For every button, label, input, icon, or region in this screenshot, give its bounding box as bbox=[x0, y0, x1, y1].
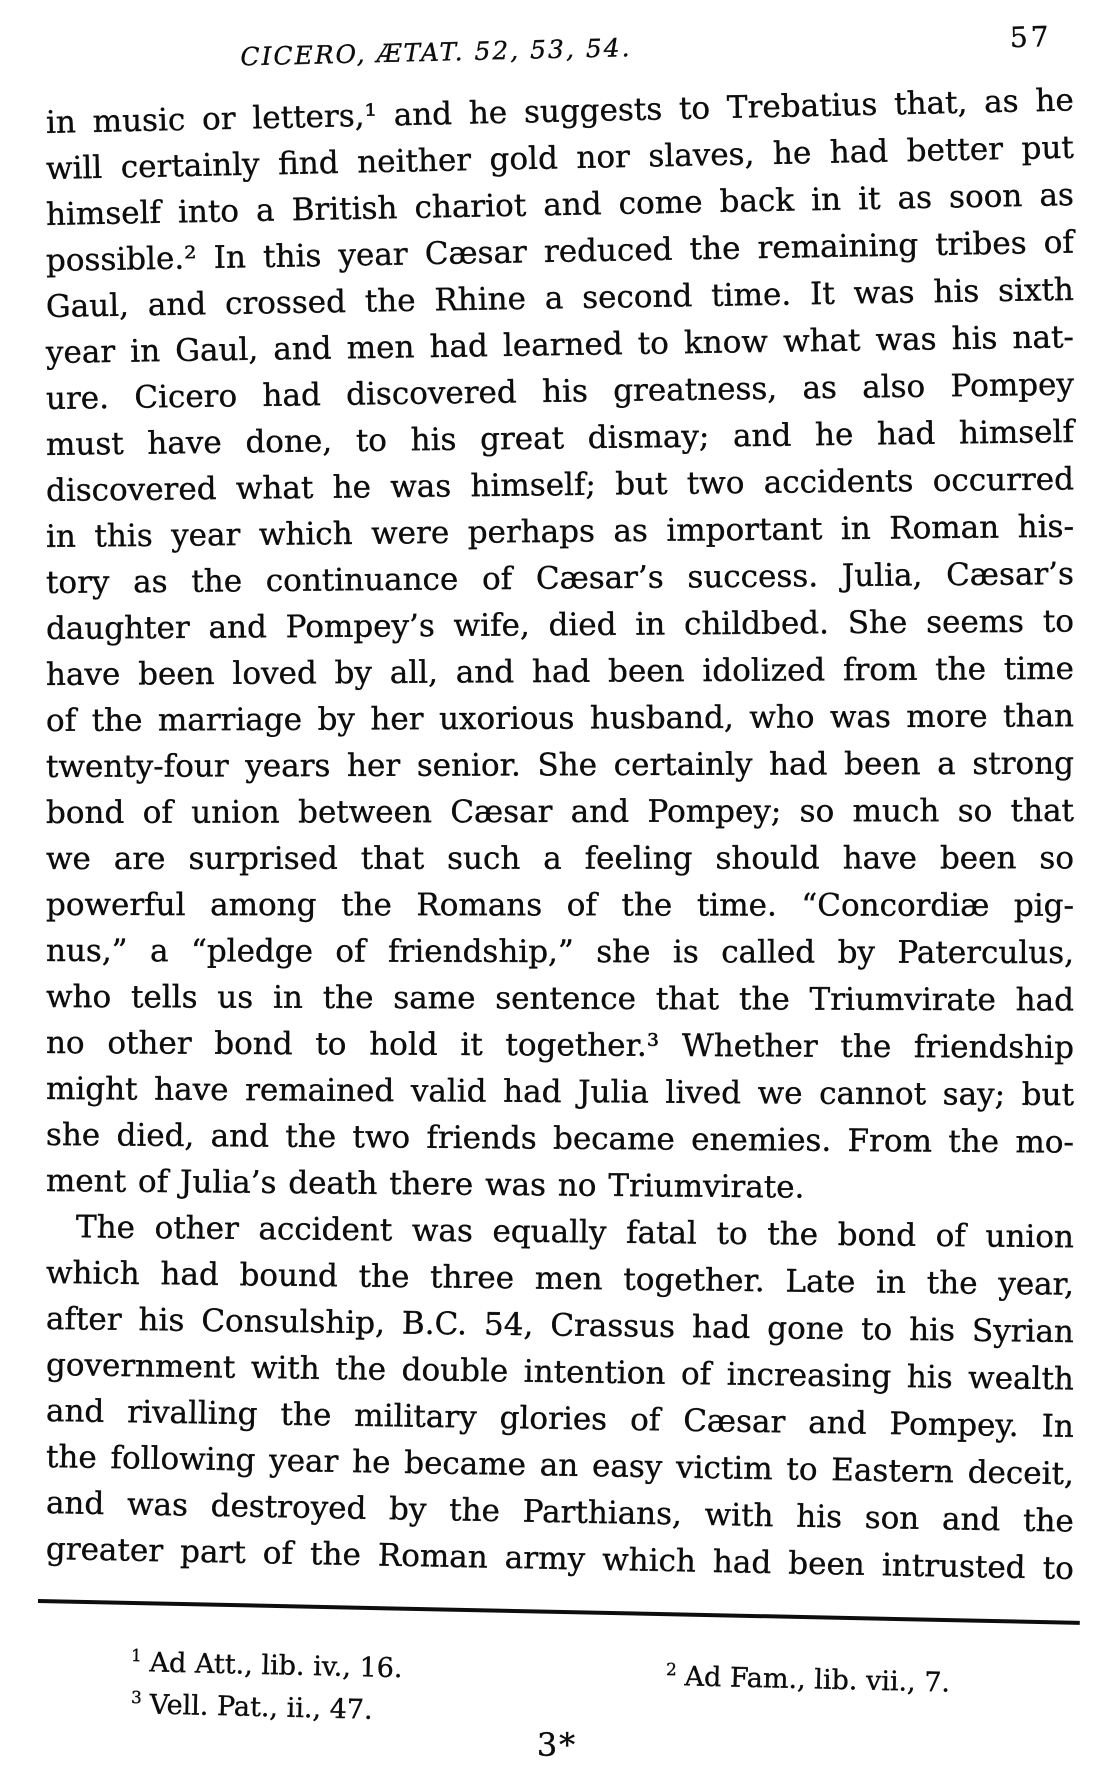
text-line: year in Gaul, and men had learned to know what was his nat- bbox=[45, 319, 1075, 371]
text-line: ment of Julia’s death there was no Triumvirate. bbox=[45, 1163, 805, 1206]
running-head bbox=[45, 20, 1074, 88]
text-line: bond of union between Cæsar and Pompey; so much so that bbox=[45, 792, 1075, 831]
text-line: in music or letters,¹ and he suggests to Trebatius that, as he bbox=[45, 82, 1075, 141]
footnote-2 bbox=[666, 1659, 951, 1699]
text-line: twenty-four years her senior. She certainly had been a strong bbox=[45, 745, 1075, 785]
footnote-3 bbox=[131, 1687, 373, 1726]
footnote-3-marker: 3 bbox=[130, 1687, 143, 1708]
text-line: Gaul, and crossed the Rhine a second time. It was his sixth bbox=[45, 271, 1075, 325]
text-line: she died, and the two friends became enemies. From the mo- bbox=[45, 1117, 1075, 1161]
text-line: tory as the continuance of Cæsar’s success. Julia, Cæsar’s bbox=[45, 556, 1075, 601]
text-line: possible.² In this year Cæsar reduced the remaining tribes of bbox=[45, 224, 1075, 279]
text-line: no other bond to hold it together.³ Whether the friendship bbox=[45, 1025, 1075, 1066]
page-title: CICERO, ÆTAT. 52, 53, 54. bbox=[240, 33, 632, 72]
text-line: of the marriage by her uxorious husband, who was more than bbox=[45, 698, 1075, 739]
footnote-1 bbox=[131, 1645, 403, 1684]
footnote-1-marker: 1 bbox=[130, 1645, 143, 1666]
text-line: daughter and Pompey’s wife, died in childbed. She seems to bbox=[45, 603, 1075, 647]
text-line: and rivalling the military glories of Cæsar and Pompey. In bbox=[45, 1393, 1075, 1445]
text-line: must have done, to his great dismay; and he had himself bbox=[45, 413, 1075, 463]
paragraph bbox=[45, 82, 1075, 1206]
footnote-2-text: Ad Fam., lib. vii., 7. bbox=[684, 1661, 951, 1699]
text-line: greater part of the Roman army which had been intrusted to bbox=[45, 1531, 1075, 1588]
footnote-2-marker: 2 bbox=[665, 1659, 678, 1680]
text-line: in this year which were perhaps as important in Roman his- bbox=[45, 508, 1075, 555]
text-line: have been loved by all, and had been idolized from the time bbox=[45, 650, 1075, 693]
footnote-divider bbox=[38, 1599, 1080, 1625]
text-line: we are surprised that such a feeling should have been so bbox=[45, 840, 1075, 877]
text-line: ure. Cicero had discovered his greatness, as also Pompey bbox=[45, 366, 1075, 417]
text-line: The other accident was equally fatal to the bond of union bbox=[75, 1209, 1075, 1256]
text-line: government with the double intention of increasing his wealth bbox=[45, 1347, 1075, 1398]
text-line: discovered what he was himself; but two accidents occurred bbox=[45, 461, 1075, 509]
text-line: who tells us in the same sentence that the Triumvirate had bbox=[45, 979, 1075, 1019]
paragraph bbox=[45, 1204, 1075, 1588]
body-text bbox=[45, 82, 1075, 1588]
text-line: the following year he became an easy victim to Eastern deceit, bbox=[45, 1439, 1075, 1493]
text-line: will certainly find neither gold nor slaves, he had better put bbox=[45, 129, 1075, 187]
footnote-3-text: Vell. Pat., ii., 47. bbox=[149, 1689, 373, 1726]
text-line: powerful among the Romans of the time. “Concordiæ pig- bbox=[45, 887, 1075, 924]
text-line: himself into a British chariot and come back in it as soon as bbox=[45, 177, 1075, 233]
text-line: might have remained valid had Julia lived we cannot say; but bbox=[45, 1071, 1075, 1114]
text-line: and was destroyed by the Parthians, with his son and the bbox=[45, 1485, 1075, 1540]
signature-mark: 3* bbox=[536, 1726, 578, 1764]
footnote-1-text: Ad Att., lib. iv., 16. bbox=[149, 1647, 403, 1685]
text-line: nus,” a “pledge of friendship,” she is called by Paterculus, bbox=[45, 933, 1075, 972]
text-line: after his Consulship, B.C. 54, Crassus had gone to his Syrian bbox=[45, 1301, 1075, 1351]
page-number: 57 bbox=[1009, 20, 1052, 55]
text-line: which had bound the three men together. Late in the year, bbox=[45, 1255, 1075, 1303]
